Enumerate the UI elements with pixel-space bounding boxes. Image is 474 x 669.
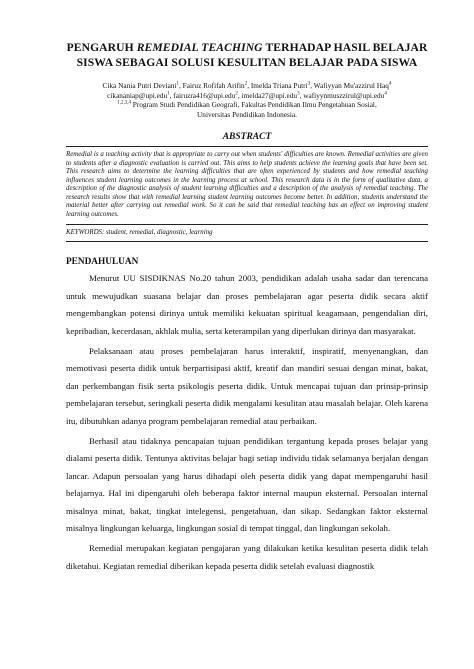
author-name: Wafiyyan Mu'azzirul Haq [313,81,389,90]
author-name: Fairuz Rofifah Arifin [182,81,245,90]
author-email[interactable]: fairuzra416@upi.edu [173,90,236,100]
email-sup: 4 [384,91,387,97]
author-sup: 1 [176,81,180,87]
email-sup: 1 [167,91,170,97]
title-line1-suffix: TERHADAP HASIL BELAJAR [262,41,428,54]
author-name: Cika Nania Putri Deviani [102,81,177,90]
email-sep: , [169,90,174,100]
author-email[interactable]: wafiyynmuszzirul@upi.edu [303,90,385,100]
author-sup: 3 [307,81,311,87]
abstract-text: Remedial is a teaching activity that is appropriate to carry out when students' difficulties are known. Remedial activities are given to students after a diagnostic evaluation is carried out. This aims to help students achieve the learning goals that have been set. This research aims to determine the learning difficulties that are often experienced by students and how remedial teaching influences student learning outcomes in the learning process at school. This research data is in the form of qualitative data, a description of the diagnostic analysis of student learning difficulties and a description of the analysis of remedial teaching. The research results show that with remedial learning student learning outcomes become better. In addition, students understand the material better after carrying out remedial work. So it can be said that remedial teaching has an effect on improving student learning outcomes. [66,151,428,218]
abstract-heading: ABSTRACT [222,132,272,143]
affiliation-sup: 1,2,3,4 [117,100,131,106]
author-sup: 2 [244,81,248,87]
email-sep: , [299,90,304,100]
email-sup: 3 [297,91,300,97]
paper-title [66,40,428,70]
title-line2: SISWA SEBAGAI SOLUSI KESULITAN BELAJAR PADA SISWA [76,56,418,69]
author-sup: 4 [388,81,392,87]
email-sup: 2 [235,91,238,97]
title-line1-prefix: PENGARUH [66,41,137,54]
author-sep: , [179,81,183,90]
body-paragraph: Menurut UU SISDIKNAS No.20 tahun 2003, pendidikan adalah usaha sadar dan terencana untuk mewujudkan suasana belajar dan proses pembelajaran agar peserta didik secara aktif mengembangkan potensi dirinya untuk memiliki kekuatan spiritual keagamaan, pengendalian diri, kepribadian, kecerdasan, akhlak mulia, serta keterampilan yang diperlukan dirinya dan masyarakat. [66,273,428,336]
author-sep: , [310,81,314,90]
body-paragraph: Pelaksanaan atau proses pembelajaran harus interaktif, inspiratif, menyenangkan, dan memotivasi peserta didik untuk berpartisipasi aktif, kreatif dan mandiri sesuai dengan minat, bakat, dan perkembangan fisik serta psikologis peserta didik. Untuk mencapai tujuan dan prinsip-prinsip pembelajaran tersebut, seringkali peserta didik mengalami kesulitan atau masalah belajar. Oleh karena itu, dibutuhkan adanya program pembelajaran remedial atau perbaikan. [66,346,428,426]
email-list [66,91,428,101]
section-heading: PENDAHULUAN [66,257,139,268]
affiliation-line1: Program Studi Pendidikan Geografi, Fakultas Pendidikan Ilmu Pengetahuan Sosial, [130,100,377,110]
affiliation-line2: Universitas Pendidikan Indonesia. [197,109,297,119]
author-list [66,81,428,91]
abstract-box [66,146,428,225]
author-email[interactable]: cikananiap@upi.edu [107,90,168,100]
email-sep: , [237,90,242,100]
author-name: Imelda Triana Putri [250,81,308,90]
author-email[interactable]: imelda27@upi.edu [241,90,298,100]
body-paragraph: Remedial merupakan kegiatan pengajaran yang dilakukan ketika kesulitan peserta didik telah diketahui. Kegiatan remedial diberikan kepada peserta didik setelah evaluasi diagnostik [66,543,428,571]
affiliation [66,100,428,119]
keywords: KEYWORDS: student, remedial, diagnostic, learning [66,225,428,242]
body-paragraph: Berhasil atau tidaknya pencapaian tujuan pendidikan tergantung kepada proses belajar yang dialami peserta didik. Tentunya aktivitas belajar bagi setiap individu tidak selamanya berjalan dengan lancar. Adapun persoalan yang harus dihadapi oleh peserta didik yang dapat mempengaruhi hasil belajarnya. Hal ini dipengaruhi oleh beberapa faktor internal maupun eksternal. Persoalan internal misalnya minat, bakat, tingkat intelegensi, pengetahuan, dan sikap. Sedangkan faktor eksternal misalnya lingkungan keluarga, lingkungan sosial di tempat tinggal, dan lingkungan sekolah. [66,436,428,534]
author-sep: , [247,81,251,90]
title-line1-italic: REMEDIAL TEACHING [136,41,263,54]
